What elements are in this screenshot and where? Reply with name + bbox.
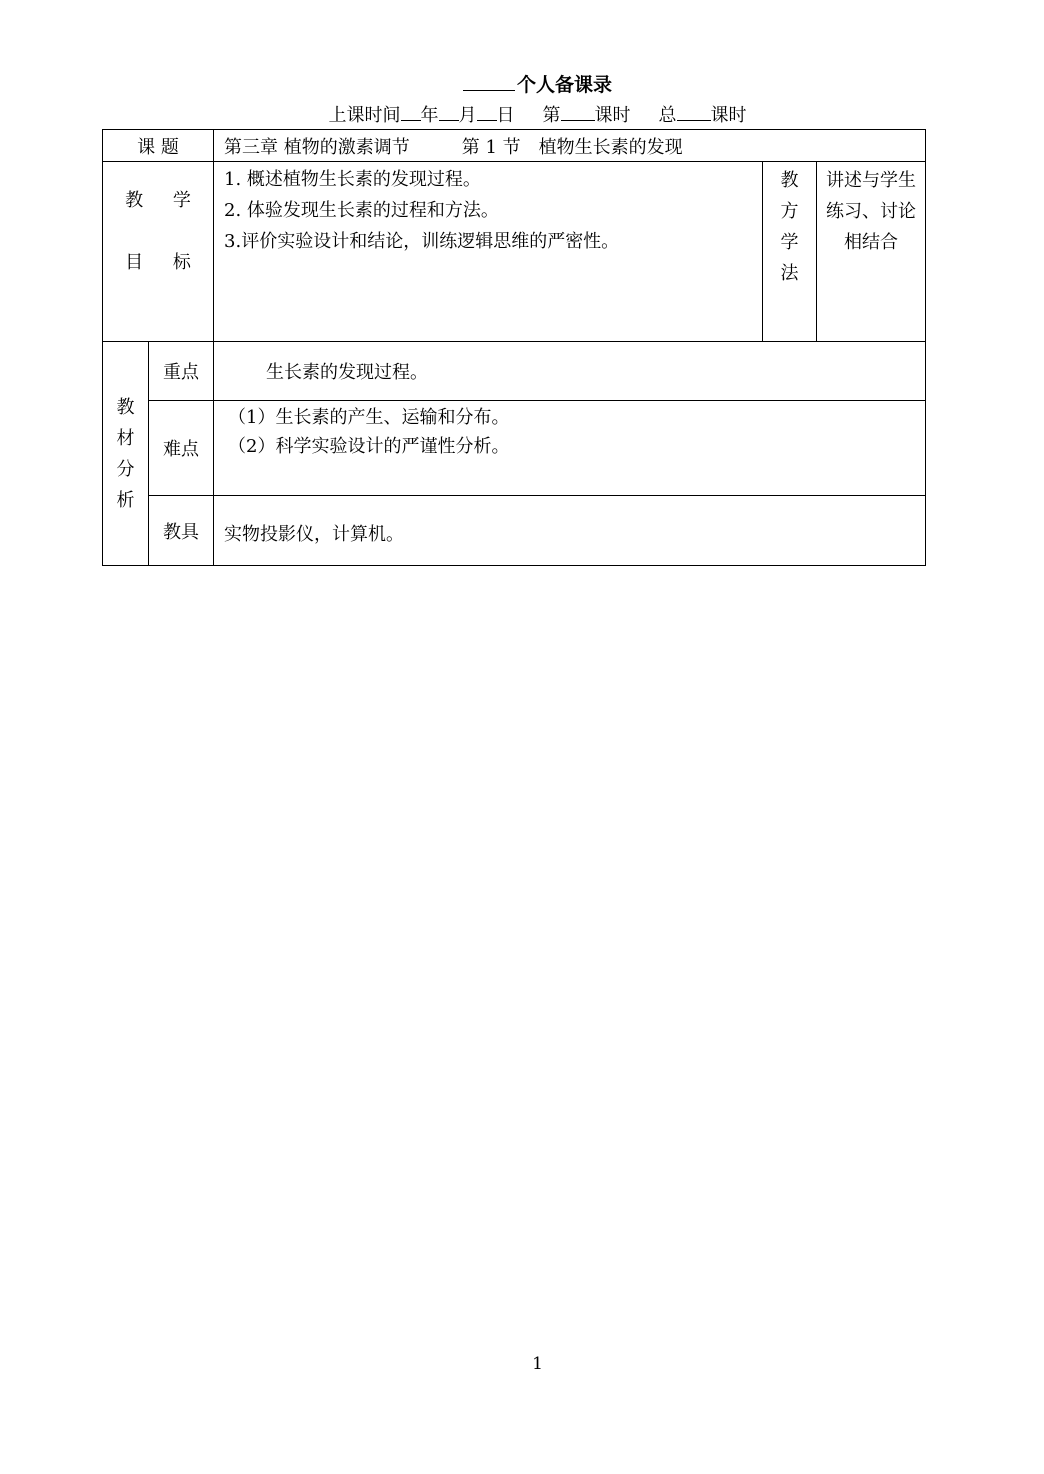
topic-label: 课 题 [103,130,214,162]
method-label [763,162,817,342]
method-label-char: 方 [780,201,799,222]
month-label: 月 [458,105,477,126]
method-label-char: 学 [780,232,799,253]
date-label: 上课时间 [328,105,401,126]
day-label: 日 [496,105,515,126]
tools-row [103,496,926,566]
method-label-char: 教 [780,170,799,191]
analysis-label-char: 析 [116,489,135,511]
lesson-suffix: 课时 [594,105,631,126]
page-title [0,70,1044,97]
goals-label-line-1: 教 学 [125,190,203,211]
lesson-blank [561,102,595,121]
goal-item: 2. 体验发现生长素的过程和方法。 [224,200,499,221]
year-blank [401,102,421,121]
goal-item: 3.评价实验设计和结论，训练逻辑思维的严密性。 [224,231,620,252]
day-blank [477,102,497,121]
difficulty-row [103,401,926,496]
analysis-label [103,342,149,566]
name-blank [463,72,515,91]
key-content: 生长素的发现过程。 [214,342,926,401]
topic-row [103,130,926,162]
difficulty-content [214,401,926,496]
method-label-char: 法 [780,263,799,284]
lesson-plan-table [102,129,926,566]
lesson-prefix: 第 [542,105,561,126]
goals-content [214,162,763,342]
analysis-label-char: 分 [116,458,135,480]
tools-label: 教具 [149,496,214,566]
key-row [103,342,926,401]
schedule-line [0,101,1044,127]
goals-label [103,162,214,342]
tools-content: 实物投影仪，计算机。 [214,496,926,566]
analysis-label-char: 材 [116,427,135,449]
method-content: 讲述与学生练习、讨论相结合 [817,162,926,342]
analysis-label-char: 教 [116,396,135,418]
total-suffix: 课时 [710,105,747,126]
title-text: 个人备课录 [516,74,612,96]
total-blank [677,102,711,121]
difficulty-label: 难点 [149,401,214,496]
topic-chapter: 第三章 植物的激素调节 [224,136,410,158]
page-number: 1 [532,1354,543,1374]
month-blank [439,102,459,121]
year-label: 年 [420,105,439,126]
topic-section: 第 1 节 植物生长素的发现 [461,136,683,158]
difficulty-item: （1）生长素的产生、运输和分布。 [228,407,510,428]
goals-label-line-2: 目 标 [125,252,203,273]
goals-row [103,162,926,342]
goal-item: 1. 概述植物生长素的发现过程。 [224,169,481,190]
topic-value [214,130,926,162]
total-prefix: 总 [658,105,677,126]
difficulty-item: （2）科学实验设计的严谨性分析。 [228,436,510,457]
key-label: 重点 [149,342,214,401]
